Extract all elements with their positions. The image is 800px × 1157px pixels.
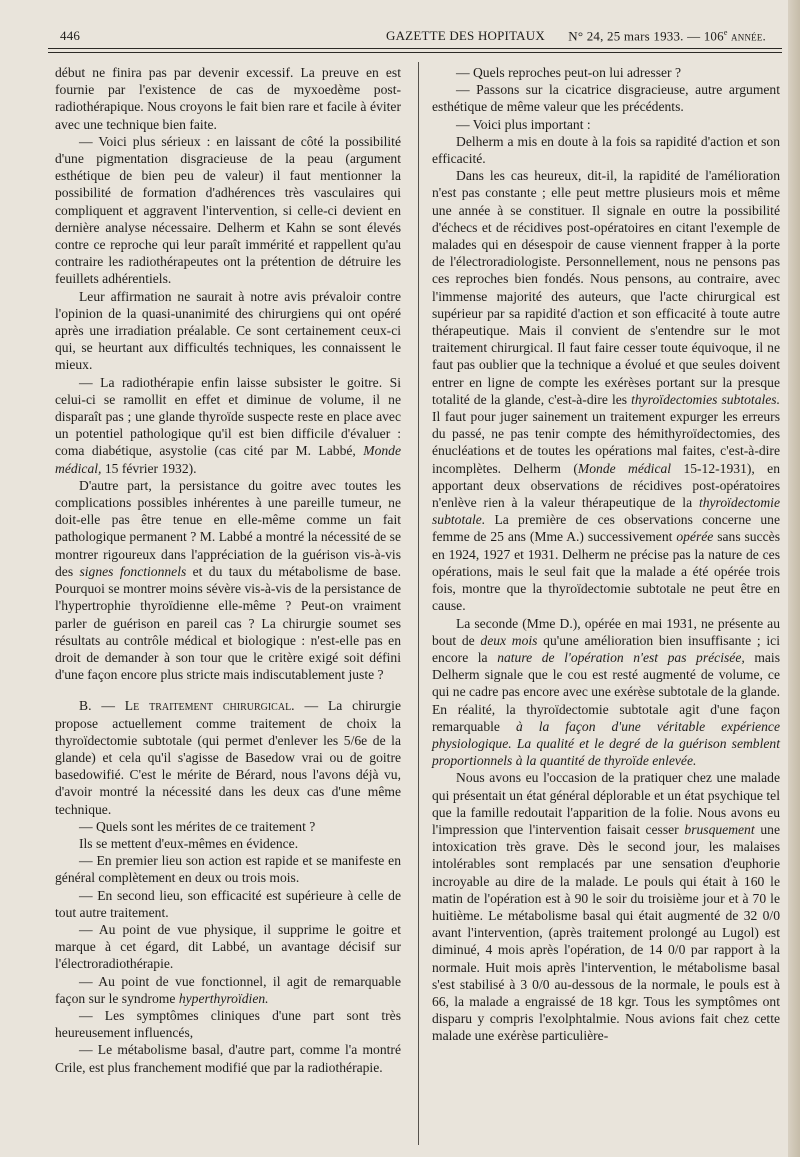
- section-heading-paragraph: [55, 697, 401, 817]
- emphasis: à la façon d'une véritable expérience physiologique. La qualité et le degré de la guérison semblent proportionnels à la quantité de thyroïde enlevée.: [432, 718, 780, 769]
- paragraph: [432, 167, 780, 614]
- emphasis: thyroïdectomies subtotales.: [631, 391, 780, 407]
- paragraph: début ne finira pas par devenir excessif. La preuve en est fournie par l'existence de cas de myxoedème post-radiothérapique. Nous croyons le fait bien rare et facile à éviter avec une technique bien faite.: [55, 65, 401, 132]
- text-run: — La radiothérapie enfin laisse subsister le goitre. Si celui-ci se ramollit en effet et diminue de volume, il ne disparaît pas ; une glande thyroïde suspecte reste en place avec un potentiel pathologique qu'il est bien difficile d'évaluer : coma diabétique, asystolie (cas cité par M. Labbé,: [55, 374, 401, 459]
- text-run: — Au point de vue fonctionnel, il agit de remarquable façon sur le syndrome: [55, 973, 401, 1006]
- paragraph: — Voici plus important :: [456, 116, 591, 132]
- issue-text: N° 24, 25 mars 1933. — 106: [568, 28, 724, 44]
- paragraph: [55, 374, 401, 477]
- paragraph: [55, 973, 401, 1007]
- issue-annee: année.: [731, 28, 766, 44]
- paragraph: — En second lieu, son efficacité est supérieure à celle de tout autre traitement.: [55, 887, 401, 920]
- text-run: D'autre part, la persistance du goitre avec toutes les complications possibles inhérentes à une pareille tumeur, ne doit-elle pas être tenue en elle-même comme un fait pathologique permanent ? M. Labbé a montré la nécessité de se montrer rigoureux dans l'appréciation de la guérison vis-à-vis des: [55, 477, 401, 579]
- header-rule: [48, 48, 782, 49]
- paragraph: — Quels sont les mérites de ce traitement ?: [79, 818, 316, 834]
- text-run: et du taux du métabolisme de base. Pourquoi se montrer moins sévère vis-à-vis de la persistance de l'hypertrophie thyroïdienne elle-même ? Peut-on vraiment parler de guérison en pareil cas ? La chirurgie soumet ses résultats au contrôle médical et biologique : n'est-elle pas en droit de demander à son tour que le critère exigé soit défini d'une façon encore plus stricte mais indiscutablement juste ?: [55, 563, 401, 683]
- text-run: Nous avons eu l'occasion de la pratiquer chez une malade qui présentait un état général déplorable et un état psychique tel que la famille redoutait l'apparition de la folie. Nous avons eu l'impression que l'intervention faisait cesser: [432, 770, 780, 837]
- header-rule-double: [48, 52, 782, 53]
- paragraph: — Le métabolisme basal, d'autre part, comme l'a montré Crile, est plus franchement modifié que par la radiothérapie.: [55, 1042, 401, 1075]
- paragraph: — Quels reproches peut-on lui adresser ?: [456, 65, 681, 80]
- text-run: La première de ces observations concerne une femme de 25 ans (Mme A.) successivement: [432, 512, 780, 545]
- text-run: 15 février 1932).: [104, 460, 197, 476]
- paragraph: — Les symptômes cliniques d'une part sont très heureusement influencés,: [55, 1007, 401, 1041]
- issue-line: [568, 28, 766, 44]
- paragraph: Ils se mettent d'eux-mêmes en évidence.: [79, 835, 299, 851]
- right-column: [432, 64, 780, 1045]
- paragraph: Delherm a mis en doute à la fois sa rapidité d'action et son efficacité.: [432, 133, 780, 167]
- emphasis: hyperthyroïdien.: [178, 990, 269, 1006]
- text-run: Il faut pour juger sainement un traitement expurger les erreurs du passé, ne pas tenir compte des hémithyroïdectomies, des énucléations et de toutes les opérations mal faites, c'est-à-dire incomplètes. Delherm (: [432, 409, 780, 476]
- paragraph: Leur affirmation ne saurait à notre avis prévaloir contre l'opinion de la quasi-unanimité des chirurgiens qui ont opéré après une irradiation préalable. Ce sont certainement ceux-ci qui, se heurtant aux difficultés techniques, les connaissent le mieux.: [55, 288, 401, 373]
- paragraph: — Passons sur la cicatrice disgracieuse, autre argument esthétique de même valeur que les précédents.: [432, 82, 780, 115]
- text-run: — La chirurgie propose actuellement comme traitement de choix la thyroïdectomie subtotale (qui permet d'enlever les 5/6e de la glande) et cela qu'il s'agisse de Basedow vrai ou de goitre basedowifié. C'est le mérite de Bérard, nous l'avons déjà vu, d'avoir montré la nécessité dans les deux cas d'une même technique.: [55, 698, 401, 817]
- text-run: La seconde (Mme D.), opérée en mai 1931, ne présente au bout de: [432, 615, 780, 648]
- text-run: mais Delherm signale que le cou est resté augmenté de volume, ce qui ne cadre pas encore avec une exérèse subtotale de la glande. En réalité, la thyroïdectomie subtotale agit d'une façon remarquable: [432, 649, 781, 734]
- text-run: une intoxication très grave. Dès le second jour, les malaises intolérables sont remplacés par une sensation d'euphorie incroyable au dire de la malade. Le pouls qui était à 160 le matin de l'opération est à 90 le soir du troisième jour et à 70 le huitième. Le métabolisme basal qui était augmenté de 32 0/0 avant l'intervention, (après traitement prolongé au Lugol) est diminué, 4 mois après l'opération, de 14 0/0 par rapport à la normale. Huit mois après l'intervention, le métabolisme basal s'est stabilisé à 3 0/0 au-dessous de la normale, le pouls est à 66, la malade a engraissé de 18 kgr. Tous les symptômes ont disparu y compris l'exolphtalmie. Nous avions fait chez cette malade une exérèse particulière-: [432, 821, 780, 1044]
- paragraph: [432, 769, 780, 1044]
- paragraph: — Au point de vue physique, il supprime le goitre et marque à cet égard, dit Labbé, un avantage décisif sur l'électroradiothérapie.: [55, 921, 401, 972]
- text-run: qu'une amélioration bien insuffisante ; ici encore la: [432, 632, 780, 665]
- text-run: Dans les cas heureux, dit-il, la rapidité de l'amélioration n'est pas constante ; elle peut mettre plusieurs mois et même une année à se constituer. Il signale en outre la possibilité d'échecs et de récidives post-opératoires en citant l'exemple de malades qui en désespoir de cause viennent frapper à la porte de l'électroradiologiste. Personnellement, nous ne pensons pas ces reproches bien fondés. Nous pensons, au contraire, avec l'immense majorité des auteurs, que l'acte chirurgical est supérieur par sa rapidité d'action et son efficacité à toute autre thérapeutique. Mais il convient de s'entendre sur le mot traitement chirurgical. Il faut faire cesser toute équivoque, il ne faut pas oublier que la technique a évolué et que seules doivent entrer en ligne de compte les exérèses portant sur la presque totalité de la glande, c'est-à-dire les: [432, 168, 780, 407]
- journal-title: GAZETTE DES HOPITAUX: [386, 28, 545, 43]
- emphasis: thyroïdectomie subtotale.: [432, 495, 780, 528]
- citation: Monde médical,: [55, 443, 401, 476]
- page-number: 446: [60, 28, 81, 43]
- text-run: sans succès en 1924, 1927 et 1931. Delherm ne précise pas la nature de ces opérations, mais le seul fait que la malade a été opérée trois fois, montre que la thyroïdectomie subtotale ne peut être en cause.: [432, 529, 780, 614]
- paragraph: [55, 477, 401, 683]
- paragraph: — En premier lieu son action est rapide et se manifeste en général complètement en deux ou trois mois.: [55, 853, 401, 886]
- page-edge: [788, 0, 800, 1157]
- emphasis: opérée: [676, 529, 714, 545]
- issue-sup: e: [723, 28, 728, 37]
- left-column: [55, 64, 401, 1076]
- column-divider: [418, 62, 419, 1145]
- emphasis: signes fonctionnels: [79, 563, 187, 579]
- paragraph: [432, 615, 780, 770]
- running-header: [48, 20, 780, 42]
- text-run: 15-12-1931), en apportant deux observations de récidives post-opératoires n'enlève rien à la valeur thérapeutique de la: [432, 460, 780, 511]
- citation: Monde médical: [577, 460, 672, 476]
- paragraph: — Voici plus sérieux : en laissant de côté la possibilité d'une pigmentation disgracieuse de la peau (argument esthétique de bien peu de valeur) il faut mentionner la possibilité de formation d'adhérences très vasculaires qui compliquent et aggravent l'intervention, si celle-ci devient en dernière analyse nécessaire. Delherm et Kahn se sont élevés contre ce reproche qui leur paraît immérité et rappellent qu'au contraire les radiothérapeutes ont la prétention de détruire les feuillets adhérentiels.: [55, 133, 401, 287]
- emphasis: brusquement: [684, 821, 755, 837]
- section-heading: B. — Le traitement chirurgical.: [79, 698, 295, 714]
- emphasis: deux mois: [480, 632, 538, 648]
- emphasis: nature de l'opération n'est pas précisée,: [497, 649, 745, 665]
